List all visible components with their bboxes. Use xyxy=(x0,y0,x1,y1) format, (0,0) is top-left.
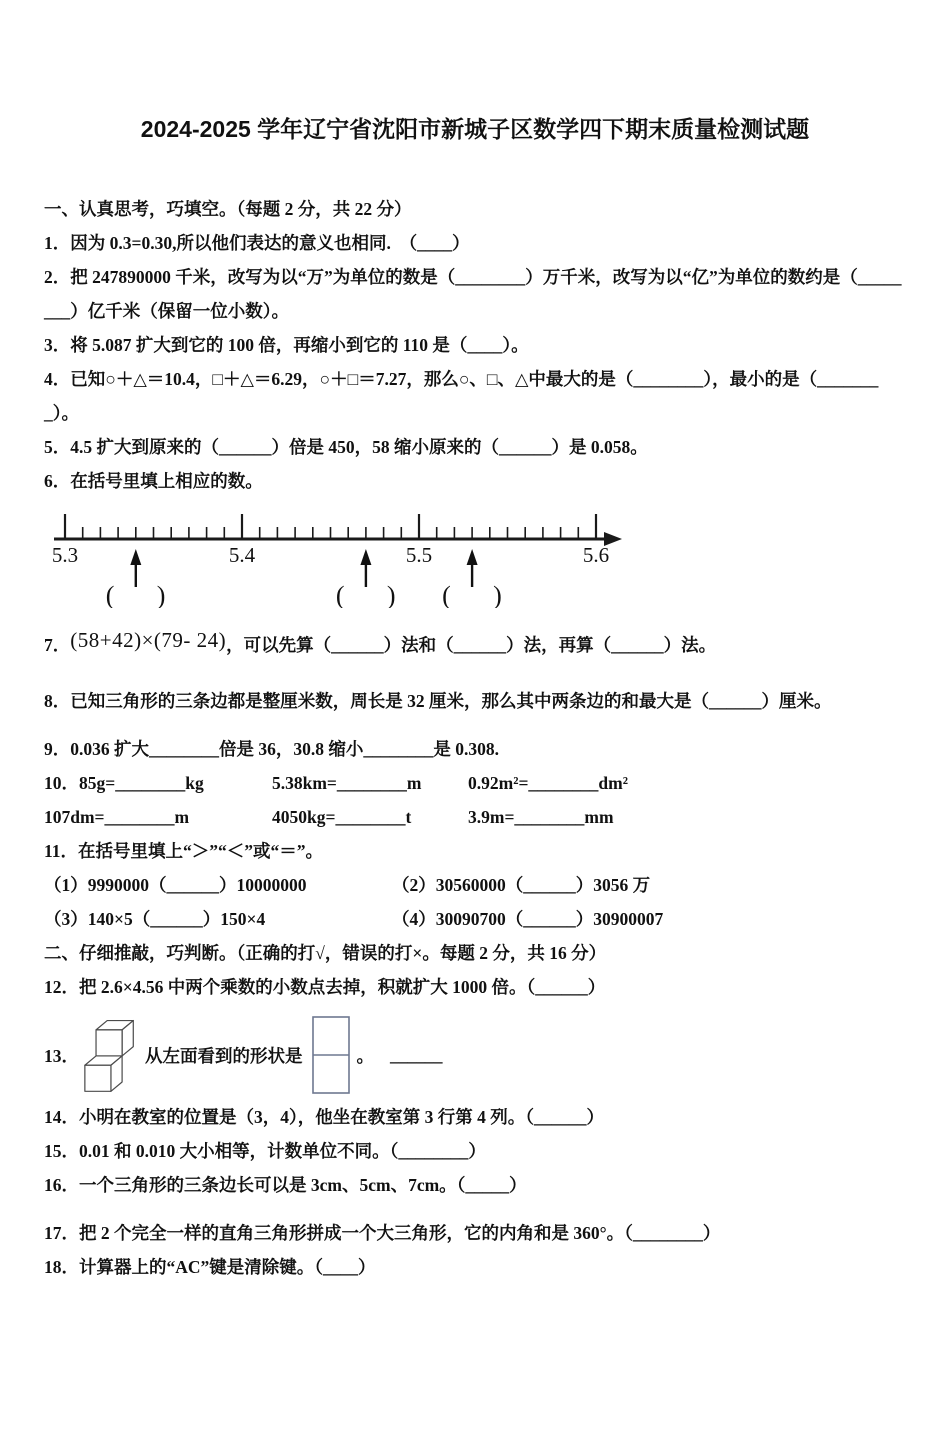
unit-conversion-2: 5.38km=________m xyxy=(272,773,422,793)
question-4-line1: 4．已知○＋△＝10.4，□＋△＝6.29，○＋□＝7.27，那么○、□、△中最大的是（________），最小的是（_______ xyxy=(44,369,879,389)
svg-text:): ) xyxy=(386,581,396,608)
question-9: 9．0.036 扩大________倍是 36，30.8 缩小________是 0.308. xyxy=(44,739,499,759)
question-1: 1．因为 0.3=0.30,所以他们表达的意义也相同. （____） xyxy=(44,233,470,253)
question-5: 5．4.5 扩大到原来的（______）倍是 450，58 缩小原来的（______）是 0.058。 xyxy=(44,437,648,457)
question-17: 17．把 2 个完全一样的直角三角形拼成一个大三角形，它的内角和是 360°。（________） xyxy=(44,1223,721,1243)
question-13-text: 从左面看到的形状是 xyxy=(145,1045,303,1066)
unit-conversion-1: 10．85g=________kg xyxy=(44,773,204,793)
unit-conversion-5: 4050kg=________t xyxy=(272,807,412,827)
unit-conversion-4: 107dm=________m xyxy=(44,807,190,827)
section1-header: 一、认真思考，巧填空。（每题 2 分，共 22 分） xyxy=(44,199,412,219)
question-11-row2 xyxy=(44,902,906,936)
number-line-svg xyxy=(44,504,674,608)
question-10-row2 xyxy=(44,800,906,834)
question-7-text: ，可以先算（______）法和（______）法，再算（______）法。 xyxy=(226,635,717,655)
unit-conversion-3: 0.92m²=________dm² xyxy=(468,773,628,793)
section2-header: 二、仔细推敲，巧判断。（正确的打√，错误的打×。每题 2 分，共 16 分） xyxy=(44,943,607,963)
number-line-figure xyxy=(44,504,906,613)
question-10-row1 xyxy=(44,766,906,800)
question-4-line2: _）。 xyxy=(44,403,79,423)
question-7-formula: (58+42)×(79- 24) xyxy=(70,628,227,652)
question-11: 11．在括号里填上“＞”“＜”或“＝”。 xyxy=(44,841,324,861)
question-7 xyxy=(44,617,906,668)
question-6: 6．在括号里填上相应的数。 xyxy=(44,471,263,491)
question-15: 15．0.01 和 0.010 大小相等，计数单位不同。（________） xyxy=(44,1141,486,1161)
svg-text:5.6: 5.6 xyxy=(582,543,610,567)
question-18: 18．计算器上的“AC”键是清除键。（____） xyxy=(44,1257,376,1277)
cube-stack-figure xyxy=(83,1014,137,1096)
question-13-blank: ______ xyxy=(390,1044,443,1065)
svg-text:(: ( xyxy=(442,581,451,608)
svg-text:5.4: 5.4 xyxy=(228,543,256,567)
question-7-number: 7． xyxy=(44,635,71,655)
question-12: 12．把 2.6×4.56 中两个乘数的小数点去掉，积就扩大 1000 倍。（______） xyxy=(44,977,606,997)
compare-item-4: （4）30090700（______）30900007 xyxy=(392,909,664,929)
question-13-period: 。 xyxy=(356,1045,374,1066)
question-4 xyxy=(44,362,906,430)
question-13-number: 13． xyxy=(44,1045,79,1066)
svg-text:): ) xyxy=(493,581,502,608)
question-2 xyxy=(44,260,906,328)
compare-item-3: （3）140×5（______）150×4 xyxy=(44,909,266,929)
exam-paper xyxy=(0,112,950,1284)
left-view-shape xyxy=(311,1015,351,1095)
svg-text:(: ( xyxy=(335,581,345,608)
unit-conversion-6: 3.9m=________mm xyxy=(468,807,614,827)
question-14: 14．小明在教室的位置是（3，4），他坐在教室第 3 行第 4 列。（______） xyxy=(44,1107,604,1127)
question-3: 3．将 5.087 扩大到它的 100 倍，再缩小到它的 110 是（____）。 xyxy=(44,335,529,355)
compare-item-2: （2）30560000（______）3056 万 xyxy=(392,875,651,895)
svg-text:(: ( xyxy=(105,581,115,608)
question-2-line2: ___）亿千米（保留一位小数）。 xyxy=(44,301,289,321)
question-11-row1 xyxy=(44,868,906,902)
svg-text:5.3: 5.3 xyxy=(51,543,79,567)
question-13 xyxy=(44,1014,906,1096)
page-title: 2024-2025 学年辽宁省沈阳市新城子区数学四下期末质量检测试题 xyxy=(140,116,810,142)
svg-text:): ) xyxy=(156,581,166,608)
compare-item-1: （1）9990000（______）10000000 xyxy=(44,875,307,895)
svg-text:5.5: 5.5 xyxy=(405,543,433,567)
question-2-line1: 2．把 247890000 千米，改写为以“万”为单位的数是（________）万千米，改写为以“亿”为单位的数约是（_____ xyxy=(44,267,902,287)
question-8: 8．已知三角形的三条边都是整厘米数，周长是 32 厘米，那么其中两条边的和最大是（______）厘米。 xyxy=(44,691,832,711)
question-16: 16．一个三角形的三条边长可以是 3cm、5cm、7cm。（_____） xyxy=(44,1175,527,1195)
